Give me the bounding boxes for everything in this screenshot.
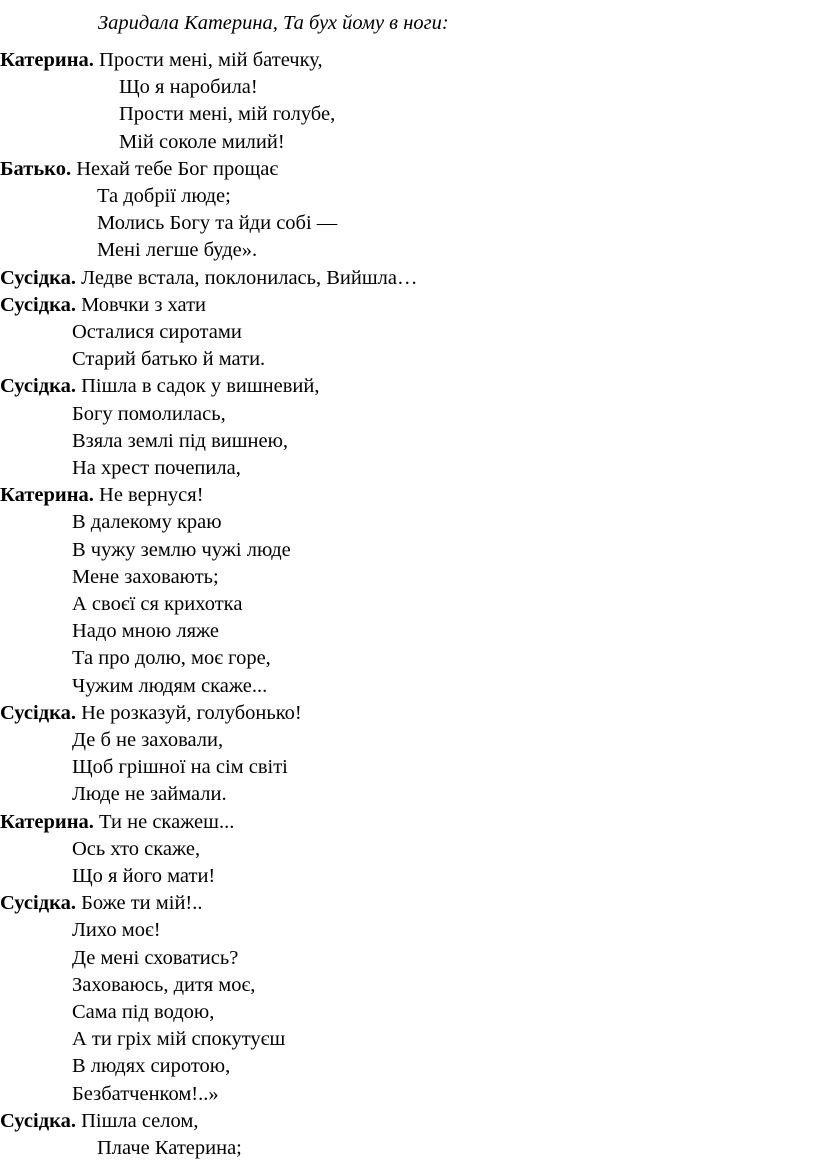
verse-text: Надо мною ляже [72,620,219,642]
speaker-name: Катерина. [0,49,94,71]
verse-text: Що я наробила! [119,76,258,98]
dialogue-line [72,537,291,564]
dialogue-line [72,999,214,1026]
verse-text: Та добрії люде; [97,185,231,207]
verse-text: Пішла в садок у вишневий, [81,375,320,397]
intro-line: Заридала Катерина, Та бух йому в ноги: [98,12,449,34]
speaker-name: Сусідка. [0,702,76,724]
dialogue-line [97,1135,242,1162]
speaker-name: Сусідка. [0,1110,76,1132]
dialogue-line [72,428,288,455]
dialogue-line [72,754,288,781]
dialogue-line [72,673,267,700]
speaker-name: Сусідка. [0,892,76,914]
dialogue-line [72,836,200,863]
dialogue-line [0,890,203,917]
dialogue-line [72,1053,230,1080]
dialogue-line [72,591,242,618]
dialogue-line [72,509,222,536]
verse-text: Де мені сховатись? [72,947,239,969]
dialogue-line [72,972,255,999]
dialogue-line [72,618,219,645]
speaker-name: Батько. [0,158,72,180]
verse-text: Богу помолилась, [72,403,226,425]
dialogue-line [72,645,271,672]
verse-text: Молись Богу та йди собі — [97,212,338,234]
speaker-name: Сусідка. [0,267,76,289]
dialogue-line [119,129,285,156]
verse-text: В людях сиротою, [72,1055,231,1077]
dialogue-line [72,1081,219,1108]
verse-text: Прости мені, мій батечку, [99,49,323,71]
verse-text: Плаче Катерина; [97,1137,242,1159]
dialogue-line [72,346,265,373]
verse-text: Та про долю, моє горе, [72,647,271,669]
speaker-name: Катерина. [0,484,94,506]
verse-text: Пішла селом, [81,1110,199,1132]
dialogue-line [72,863,215,890]
verse-text: Мені легше буде». [97,239,258,261]
dialogue-line [97,210,337,237]
verse-text: Мовчки з хати [81,294,207,316]
verse-text: Ледве встала, поклонилась, Вийшла… [81,267,418,289]
dialogue-line [0,1108,198,1135]
verse-text: Заховаюсь, дитя моє, [72,974,256,996]
dialogue-line [0,292,206,319]
dialogue-line [72,781,227,808]
dialogue-line [72,917,161,944]
dialogue-line [0,47,323,74]
verse-text: Що я його мати! [72,865,216,887]
dialogue-line [72,455,241,482]
dialogue-line [119,101,335,128]
verse-text: Люде не займали. [72,783,227,805]
verse-text: В чужу землю чужі люде [72,539,291,561]
dialogue-line [0,156,278,183]
verse-text: Не вернуся! [99,484,204,506]
speaker-name: Сусідка. [0,294,76,316]
verse-text: Не розказуй, голубонько! [81,702,302,724]
verse-text: Безбатченком!..» [72,1083,219,1105]
dialogue-line [0,265,417,292]
dialogue-line [72,1026,285,1053]
verse-text: Нехай тебе Бог прощає [76,158,279,180]
dialogue-line [0,809,234,836]
verse-text: Мене заховають; [72,566,219,588]
dialogue-line [72,727,223,754]
dialogue-line [72,945,238,972]
verse-text: Ось хто скаже, [72,838,201,860]
verse-text: Сама під водою, [72,1001,215,1023]
dialogue-line [72,564,219,591]
dialogue-line [119,74,258,101]
verse-text: На хрест почепила, [72,457,241,479]
dialogue-line [72,319,242,346]
verse-text: Ти не скажеш... [99,811,235,833]
verse-text: А ти гріх мій спокутуєш [72,1028,286,1050]
verse-text: В далекому краю [72,511,222,533]
verse-text: Взяла землі під вишнею, [72,430,289,452]
verse-text: Прости мені, мій голубе, [119,103,336,125]
verse-text: Осталися сиротами [72,321,242,343]
dialogue-line [97,237,257,264]
dialogue-line [0,373,319,400]
verse-text: Чужим людям скаже... [72,675,268,697]
verse-text: Мій соколе милий! [119,131,285,153]
verse-text: А своєї ся крихотка [72,593,243,615]
verse-text: Старий батько й мати. [72,348,266,370]
verse-text: Боже ти мій!.. [81,892,203,914]
dialogue-line [0,700,302,727]
verse-text: Лихо моє! [72,919,161,941]
dialogue-line [72,401,226,428]
verse-text: Де б не заховали, [72,729,224,751]
dialogue-line [0,482,204,509]
dialogue-line [97,183,231,210]
speaker-name: Сусідка. [0,375,76,397]
verse-text: Щоб грішної на сім світі [72,756,288,778]
speaker-name: Катерина. [0,811,94,833]
